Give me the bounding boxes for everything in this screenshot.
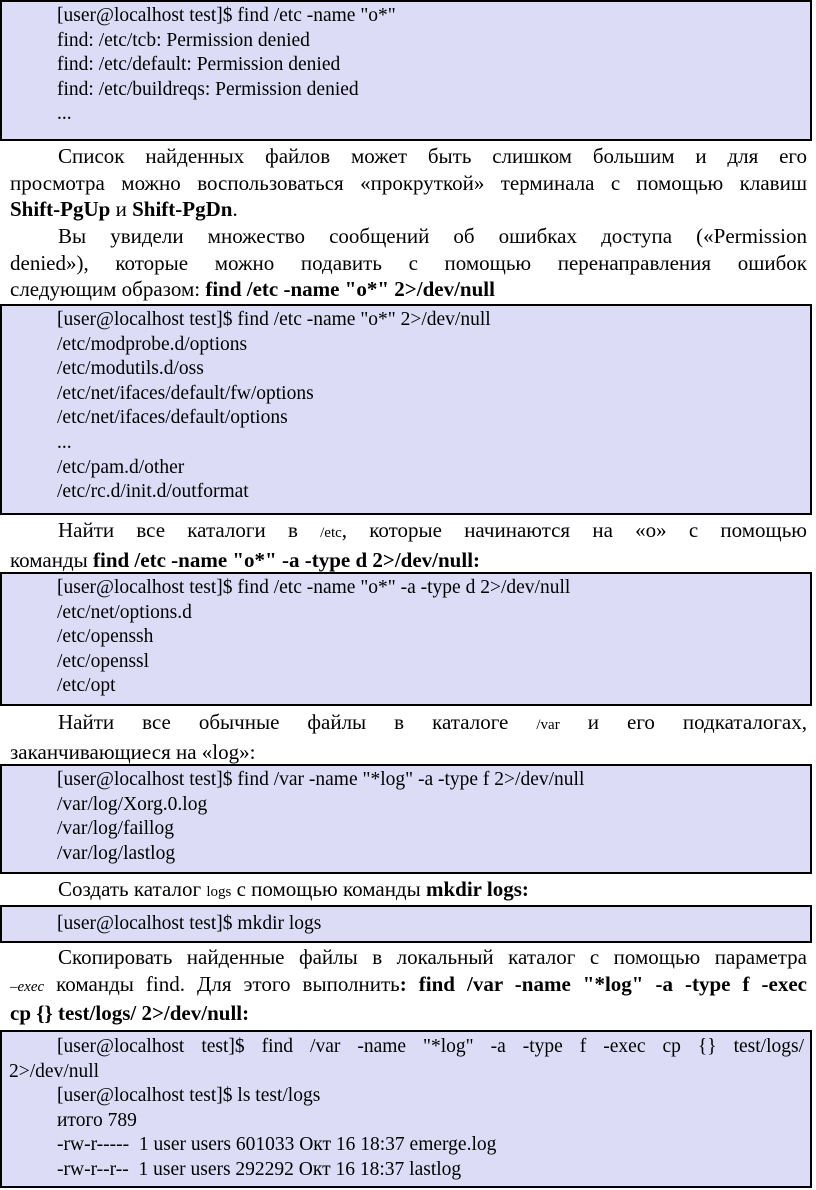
terminal-line: /etc/rc.d/init.d/outformat (57, 481, 249, 503)
paragraph-mkdir (10, 876, 807, 906)
paragraph-text: команды find. Для этого выполнить (44, 971, 400, 996)
terminal-line: /etc/openssl (57, 650, 150, 672)
conjunction: и (110, 197, 133, 221)
terminal-line: find: /etc/tcb: Permission denied (57, 29, 310, 51)
key-combo: Shift-PgDn (132, 197, 233, 221)
paragraph-line (10, 517, 807, 547)
terminal-line: /etc/net/ifaces/default/fw/options (57, 382, 314, 404)
paragraph-find-files (10, 709, 807, 765)
terminal-line: [user@localhost test]$ find /var -name "*log" -a -type f -exec cp {} test/logs/ (57, 1036, 804, 1057)
path-text: logs (206, 884, 232, 900)
terminal-line: -rw-r----- 1 user users 601033 Окт 16 18:37 emerge.log (57, 1134, 497, 1156)
terminal-block-3 (0, 572, 812, 706)
terminal-line: [user@localhost test]$ find /etc -name "o*" -a -type d 2>/dev/null (57, 577, 571, 598)
paragraph-text: команды (10, 547, 93, 572)
terminal-line: /var/log/Xorg.0.log (57, 793, 208, 815)
paragraph-text: с помощью команды (231, 877, 426, 901)
terminal-line: /etc/opt (57, 675, 116, 697)
terminal-line: /etc/modprobe.d/options (57, 333, 248, 355)
terminal-line: -rw-r--r-- 1 user users 292292 Окт 16 18:37 lastlog (57, 1158, 462, 1180)
paragraph-line (10, 547, 807, 574)
terminal-line: 2>/dev/null (9, 1060, 100, 1082)
paragraph-line: Вы увидели множество сообщений об ошибках доступа («Permission (58, 224, 807, 248)
terminal-line: /etc/net/ifaces/default/options (57, 407, 288, 429)
terminal-line: итого 789 (57, 1109, 137, 1131)
terminal-block-1 (0, 0, 812, 141)
command-text: find /etc -name "o*" 2>/dev/null (205, 277, 495, 301)
paragraph-line: denied»), которые можно подавить с помощью перенаправления ошибок (10, 250, 807, 275)
paragraph-line: заканчивающиеся на «log»: (10, 739, 256, 764)
paragraph-scrolling (10, 143, 807, 223)
paragraph-line: Скопировать найденные файлы в локальный каталог с помощью параметра (58, 945, 807, 969)
terminal-line: [user@localhost test]$ find /var -name "*log" -a -type f 2>/dev/null (57, 769, 585, 790)
command-text: cp {} test/logs/ 2>/dev/null: (10, 1001, 250, 1025)
paragraph-line: Список найденных файлов может быть слишком большим и для его (58, 144, 807, 168)
paragraph-text: и его подкаталогах, (559, 710, 808, 734)
terminal-line: /var/log/faillog (57, 818, 174, 840)
paragraph-find-dirs (10, 517, 807, 573)
terminal-block-4 (0, 764, 812, 874)
key-combo: Shift-PgUp (10, 197, 111, 221)
terminal-block-5 (0, 905, 812, 943)
terminal-block-6 (0, 1030, 812, 1188)
paragraph-text: , которые начинаются на «о» с помощью (341, 518, 807, 542)
paragraph-text: Найти все каталоги в (58, 518, 321, 542)
terminal-line: [user@localhost test]$ mkdir logs (57, 913, 322, 934)
terminal-line: find: /etc/default: Permission denied (57, 54, 341, 76)
terminal-block-2 (0, 304, 812, 515)
terminal-line: [user@localhost test]$ find /etc -name "o*" (57, 5, 396, 26)
terminal-line: /var/log/lastlog (57, 842, 176, 864)
paragraph-permission (10, 223, 807, 303)
paragraph-text: следующим образом: (10, 277, 206, 301)
terminal-line: [user@localhost test]$ ls test/logs (57, 1085, 321, 1107)
paragraph-line (10, 971, 807, 1001)
paragraph-line (10, 1000, 807, 1027)
path-text: /var (536, 717, 560, 733)
path-text: /etc (320, 525, 342, 541)
terminal-line: ... (57, 103, 72, 125)
paragraph-line (10, 276, 807, 303)
command-text: find /etc -name "o*" -a -type d 2>/dev/null: (93, 547, 481, 572)
command-text: : find /var -name "*log" -a -type f -exec (399, 971, 807, 996)
terminal-line: /etc/net/options.d (57, 601, 192, 623)
option-text: –exec (10, 978, 45, 995)
paragraph-exec (10, 944, 807, 1027)
terminal-line: /etc/openssh (57, 626, 154, 648)
paragraph-text: Создать каталог (58, 877, 207, 901)
terminal-line: [user@localhost test]$ find /etc -name "o*" 2>/dev/null (57, 309, 491, 330)
paragraph-line (10, 709, 807, 739)
paragraph-text: Найти все обычные файлы в каталоге (58, 710, 537, 734)
paragraph-line (10, 196, 807, 223)
terminal-line: /etc/modutils.d/oss (57, 358, 204, 380)
command-text: mkdir logs: (425, 877, 529, 901)
paragraph-line (10, 876, 807, 906)
punctuation: . (232, 197, 238, 221)
terminal-line: ... (57, 431, 72, 453)
terminal-line: find: /etc/buildreqs: Permission denied (57, 78, 359, 100)
terminal-line: /etc/pam.d/other (57, 456, 185, 478)
paragraph-line: просмотра можно воспользоваться «прокруткой» терминала с помощью клавиш (10, 170, 807, 195)
